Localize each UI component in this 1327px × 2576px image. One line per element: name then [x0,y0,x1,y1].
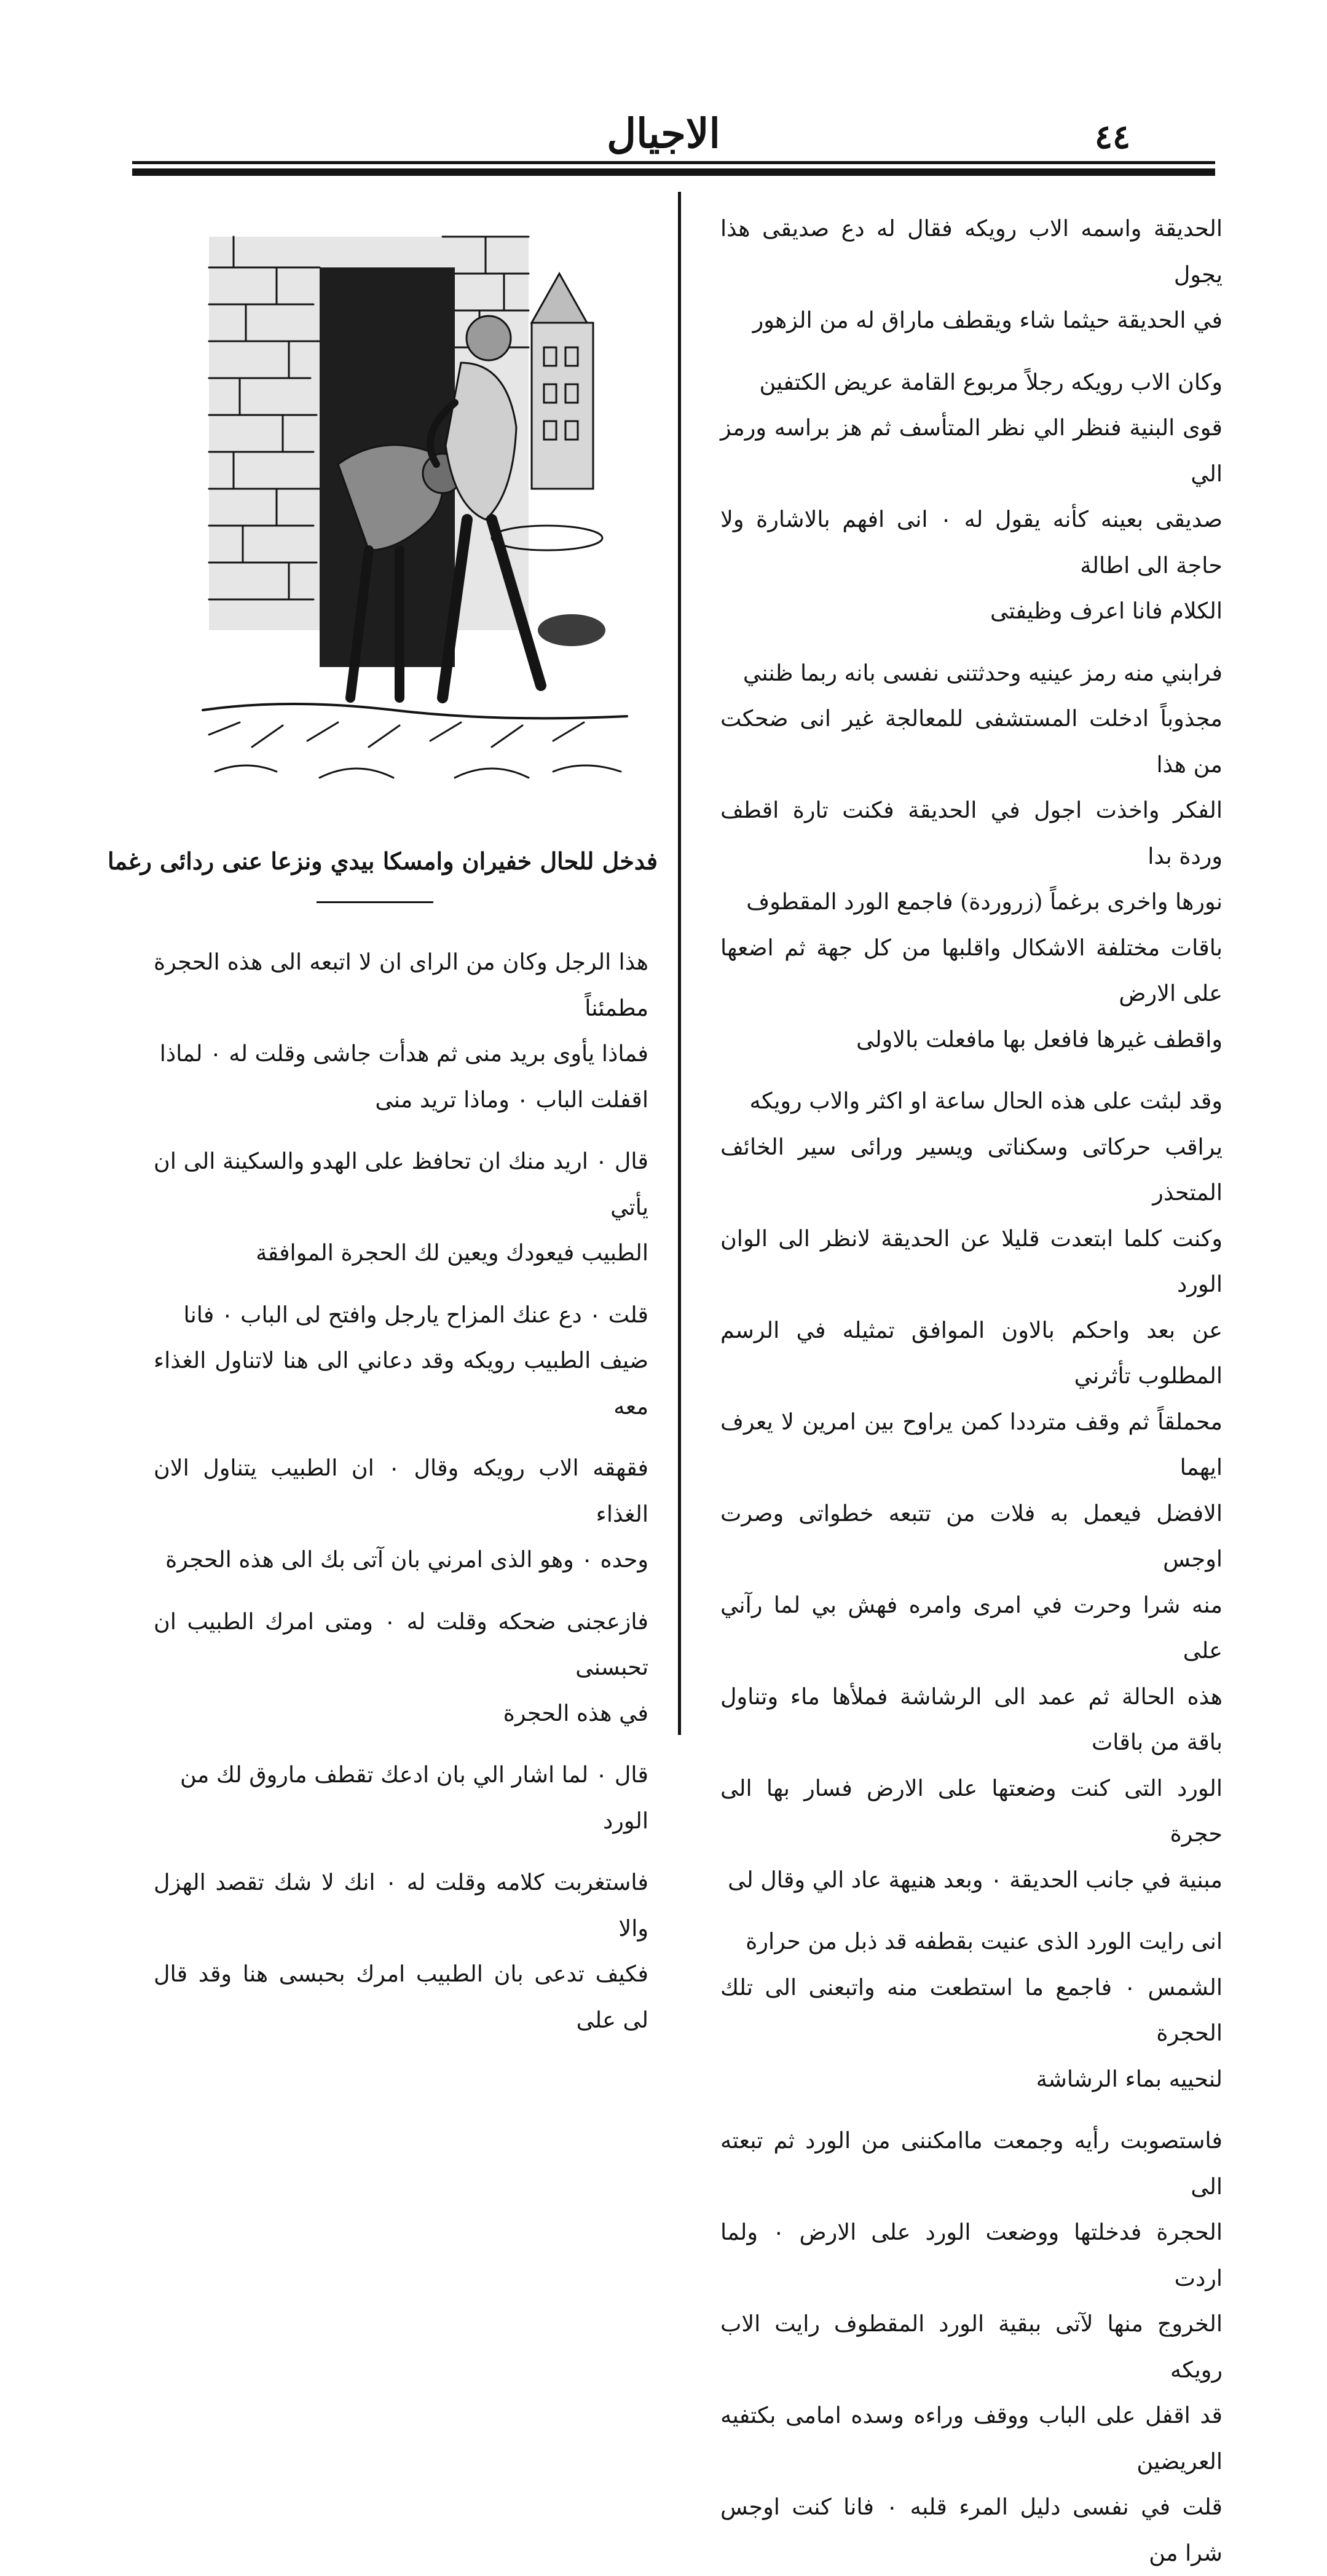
engraving-illustration [197,231,630,790]
text-line: نورها واخرى برغماً (زروردة) فاجمع الورد المقطوف [746,888,1223,915]
text-line: الورد التى كنت وضعتها على الارض فسار بها الى حجرة [720,1774,1223,1847]
text-line: اقفلت الباب ٠ وماذا تريد منى [375,1086,648,1113]
text-line: قد اقفل على الباب ووقف وراءه وسده امامى بكتفيه العريضين [720,2402,1223,2475]
text-line: قال ٠ اريد منك ان تحافظ على الهدو والسكينة الى ان يأتي [154,1148,648,1220]
text-line: ضيف الطبيب رويكه وقد دعاني الى هنا لاتناول الغذاء معه [154,1347,648,1420]
text-line: يراقب حركاتى وسكناتى ويسير ورائى سير الخائف المتحذر [720,1133,1223,1206]
text-line: هذه الحالة ثم عمد الى الرشاشة فملأها ماء وتناول باقة من باقات [720,1683,1223,1755]
text-line: الطبيب فيعودك ويعين لك الحجرة الموافقة [256,1239,648,1266]
text-line: وكنت كلما ابتعدت قليلا عن الحديقة لانظر الى الوان الورد [720,1225,1223,1297]
text-line: وقد لبثت على هذه الحال ساعة او اكثر والاب رويكه [749,1088,1223,1114]
page-number: ٤٤ [1094,117,1130,156]
text-line: فكيف تدعى بان الطبيب امرك بحبسى هنا وقد قال لى على [154,1961,648,2033]
text-line: فازعجنى ضحكه وقلت له ٠ ومتى امرك الطبيب ان تحبسنى [154,1608,648,1680]
text-line: باقات مختلفة الاشكال واقلبها من كل جهة ثم اضعها على الارض [720,934,1223,1006]
text-line: قال ٠ لما اشار الي بان ادعك تقطف ماروق لك من [179,1761,648,1788]
right-column [720,206,1223,2576]
text-line: الافضل فيعمل به فلات من تتبعه خطواتى وصرت اوجس [720,1499,1223,1572]
text-line: هذا الرجل وكان من الراى ان لا اتبعه الى هذه الحجرة مطمئناً [154,949,648,1021]
text-line: قوى البنية فنظر الي نظر المتأسف ثم هز براسه ورمز الي [720,414,1223,487]
text-line: الكلام فانا اعرف وظيفتى [990,598,1223,624]
journal-title: الاجيال [607,109,720,157]
text-line: مجذوباً ادخلت المستشفى للمعالجة غير انى ضحكت من هذا [720,705,1223,778]
text-line: فقهقه الاب رويكه وقال ٠ ان الطبيب يتناول الان الغذاء [154,1455,648,1527]
header-rule [132,161,1215,164]
left-column [154,939,648,2043]
text-line: مبنية في جانب الحديقة ٠ وبعد هنيهة عاد الي وقال لى [728,1866,1223,1893]
text-line: الحجرة فدخلتها ووضعت الورد على الارض ٠ ولما اردت [720,2219,1223,2291]
engraving-two-men-struggling-at-doorway-icon [197,231,630,790]
text-line: وكان الاب رويكه رجلاً مربوع القامة عريض الكتفين [759,368,1223,395]
illustration-caption: فدخل للحال خفيران وامسكا بيدي ونزعا عنى ردائى رغما [108,847,658,875]
text-line: فماذا يأوى بريد منى ثم هدأت جاشى وقلت له ٠ لماذا [159,1040,648,1067]
text-line: الفكر واخذت اجول في الحديقة فكنت تارة اقطف وردة بدا [720,797,1223,869]
text-line: الحديقة واسمه الاب رويكه فقال له دع صديقى هذا يجول [720,215,1223,288]
text-line: الورد [603,1807,648,1834]
text-line: صديقى بعينه كأنه يقول له ٠ انى افهم بالاشارة ولا حاجة الى اطالة [720,506,1223,579]
text-line: في هذه الحجرة [503,1699,648,1726]
text-line: عن بعد واحكم بالاون الموافق تمثيله في الرسم المطلوب تأثرني [720,1316,1223,1389]
text-line: قلت ٠ دع عنك المزاح يارجل وافتح لى الباب ٠ فانا [183,1301,648,1328]
text-line: فاستصوبت رأيه وجمعت ماامكننى من الورد ثم تبعته الى [720,2127,1223,2200]
text-line: قلت في نفسى دليل المرء قلبه ٠ فانا كنت اوجس شرا من [720,2494,1223,2566]
text-line: محملقاً ثم وقف مترددا كمن يراوح بين امرين لا يعرف ايهما [720,1408,1223,1480]
text-line: فرابني منه رمز عينيه وحدثتنى نفسى بانه ربما ظنني [742,659,1223,686]
text-line: انى رايت الورد الذى عنيت بقطفه قد ذبل من حرارة [746,1928,1223,1954]
column-rule [678,192,681,1735]
text-line: لنحييه بماء الرشاشة [1036,2065,1223,2092]
text-line: منه شرا وحرت في امرى وامره فهش بي لما رآني على [720,1591,1223,1664]
text-line: واقطف غيرها فافعل بها مافعلت بالاولى [856,1025,1223,1053]
header-rule [132,168,1215,176]
caption-rule [317,901,433,903]
text-line: فاستغربت كلامه وقلت له ٠ انك لا شك تقصد الهزل والا [154,1869,648,1942]
text-line: وحده ٠ وهو الذى امرني بان آتى بك الى هذه الحجرة [165,1546,648,1573]
text-line: الخروج منها لآتى ببقية الورد المقطوف رايت الاب رويكه [720,2310,1223,2383]
text-line: الشمس ٠ فاجمع ما استطعت منه واتبعنى الى تلك الحجرة [720,1973,1223,2046]
text-line: في الحديقة حيثما شاء ويقطف ماراق له من الزهور [752,307,1223,333]
